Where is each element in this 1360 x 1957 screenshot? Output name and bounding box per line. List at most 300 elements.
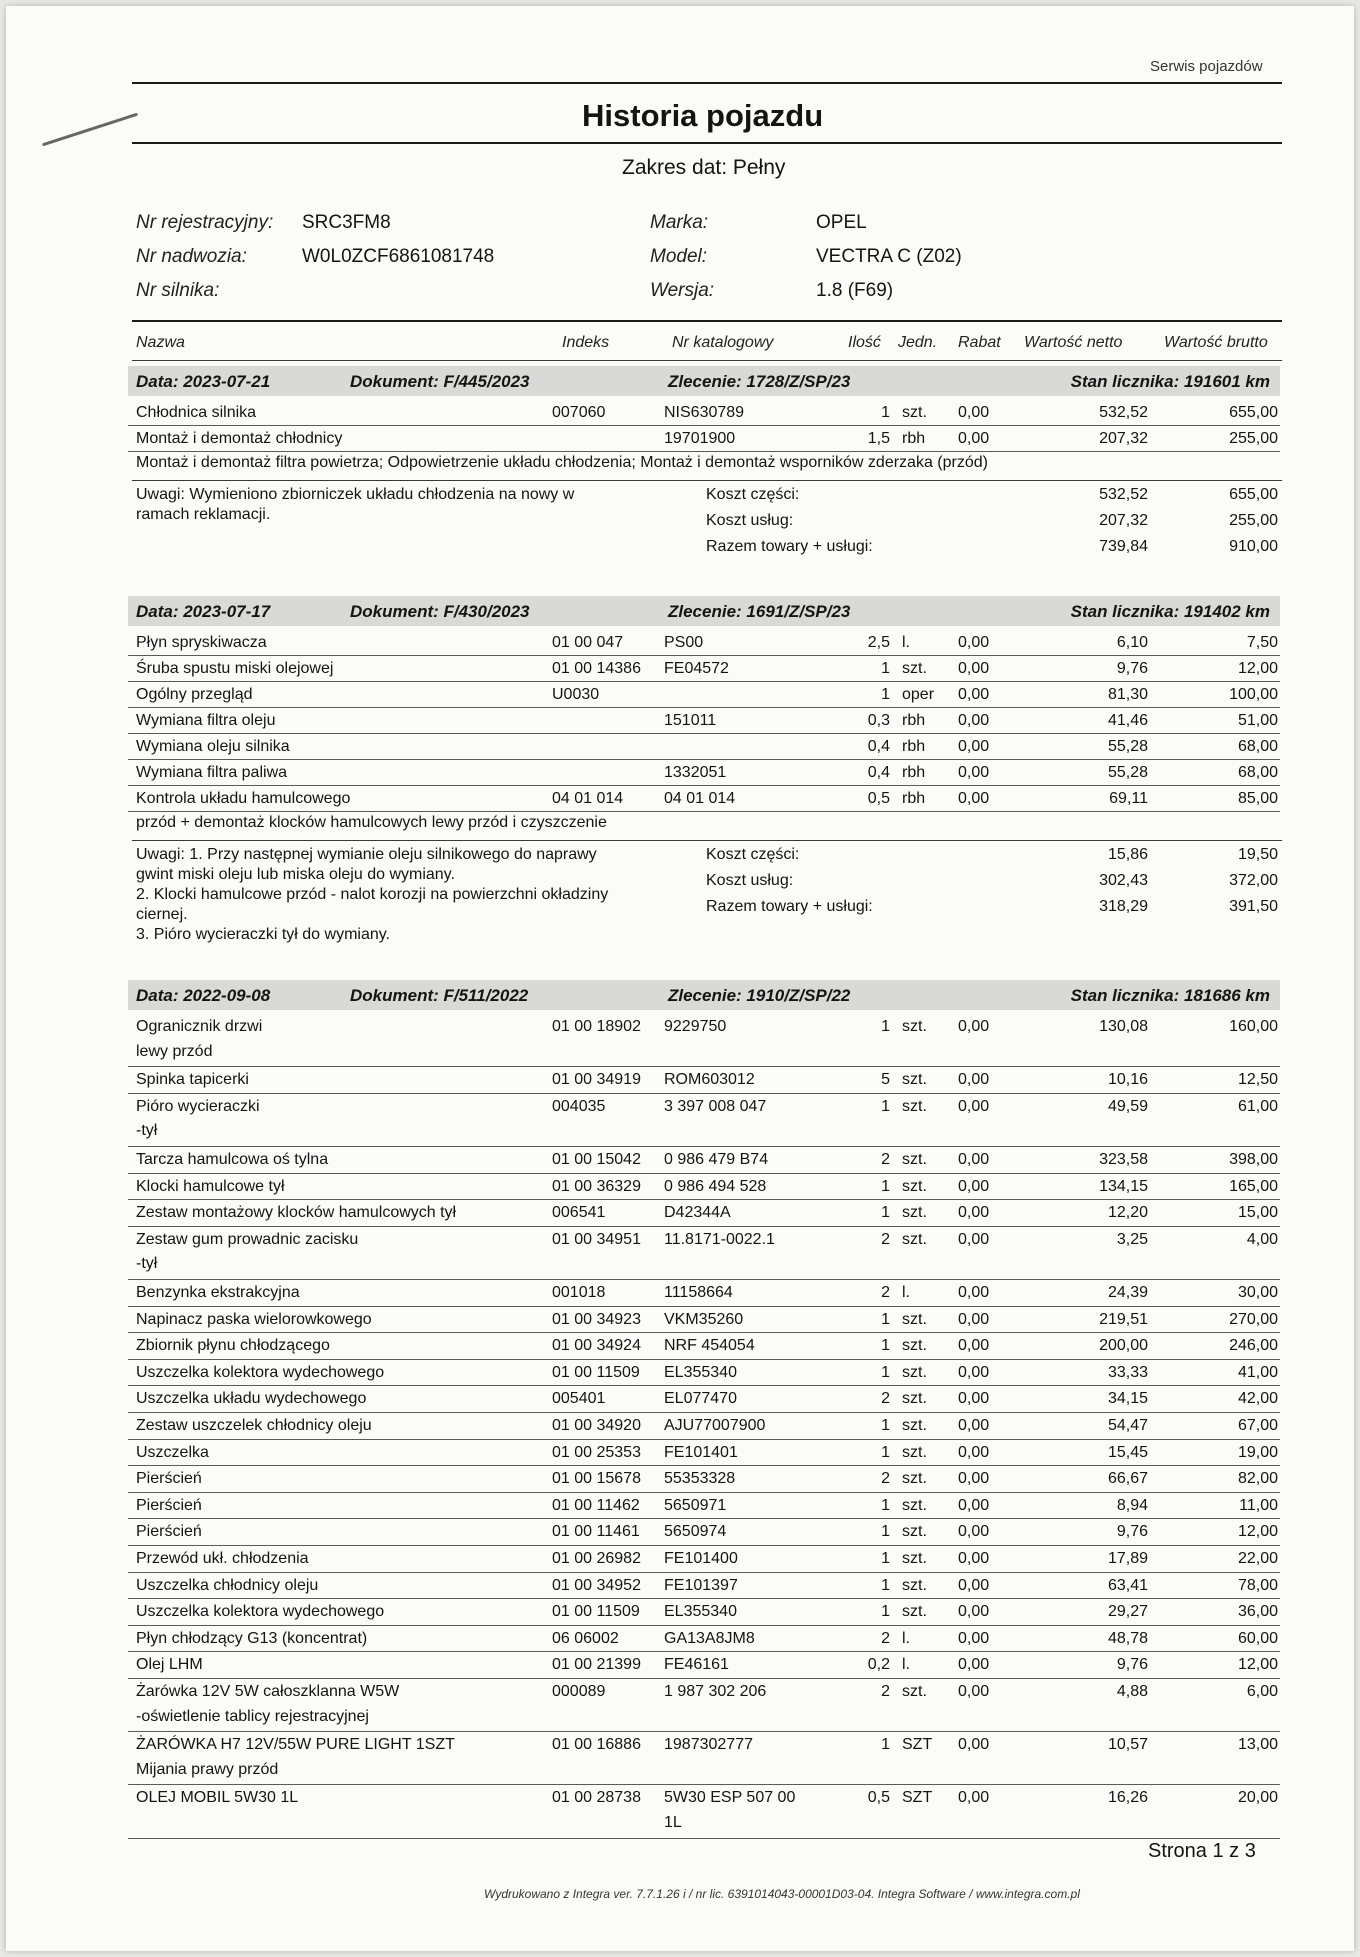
- parts-cost-label: Koszt części:: [706, 486, 800, 503]
- item-unit: szt.: [902, 1496, 927, 1514]
- item-net-value: 130,08: [1099, 1018, 1148, 1035]
- item-catalog: 5650974: [664, 1523, 727, 1541]
- item-net-value: 10,57: [1107, 1736, 1148, 1754]
- item-discount: 0,00: [958, 1629, 990, 1647]
- item-net-value: 12,20: [1107, 1204, 1148, 1222]
- item-name-continued: -tył: [136, 1122, 158, 1140]
- col-header-net: Wartość netto: [1024, 334, 1123, 351]
- item-index: 01 00 11462: [552, 1496, 640, 1514]
- item-discount: 0,00: [958, 1496, 990, 1514]
- item-name: Uszczelka kolektora wydechowego: [136, 1363, 385, 1381]
- total-cost-label: Razem towary + usługi:: [706, 538, 873, 555]
- divider: [132, 840, 1282, 841]
- extra-description: Montaż i demontaż filtra powietrza; Odpowietrzenie układu chłodzenia; Montaż i demontaż wsporników zderzaka (przód): [136, 454, 988, 471]
- item-name: Spinka tapicerki: [136, 1071, 249, 1089]
- item-name: Tarcza hamulcowa oś tylna: [136, 1151, 329, 1168]
- item-discount: 0,00: [958, 1576, 990, 1594]
- table-row: [128, 1067, 1280, 1094]
- header-top-right: Serwis pojazdów: [1150, 58, 1263, 75]
- item-gross-value: 12,00: [1237, 660, 1278, 677]
- item-net-value: 10,16: [1107, 1071, 1148, 1089]
- item-index: 01 00 34919: [552, 1071, 641, 1089]
- item-gross-value: 19,00: [1237, 1443, 1278, 1461]
- item-qty: 1,5: [867, 430, 890, 447]
- item-qty: 1: [881, 1550, 890, 1567]
- item-gross-value: 165,00: [1229, 1177, 1278, 1195]
- item-net-value: 24,39: [1107, 1284, 1148, 1301]
- item-name: Napinacz paska wielorowkowego: [136, 1310, 372, 1328]
- item-unit: szt.: [902, 1603, 927, 1621]
- section-document: Dokument: F/445/2023: [350, 372, 530, 391]
- section-order: Zlecenie: 1910/Z/SP/22: [668, 986, 851, 1005]
- item-qty: 1: [881, 1337, 890, 1355]
- item-net-value: 17,89: [1107, 1550, 1148, 1567]
- section-order: Zlecenie: 1728/Z/SP/23: [668, 372, 851, 391]
- item-gross-value: 30,00: [1237, 1284, 1278, 1301]
- item-catalog: 04 01 014: [664, 790, 736, 807]
- model-value: VECTRA C (Z02): [816, 246, 962, 267]
- item-catalog: 55353328: [664, 1470, 736, 1488]
- item-index: 01 00 16886: [552, 1736, 641, 1754]
- item-index: 01 00 28738: [552, 1789, 641, 1807]
- item-discount: 0,00: [958, 1550, 990, 1567]
- item-net-value: 66,67: [1107, 1470, 1148, 1488]
- item-qty: 1: [881, 404, 890, 421]
- item-discount: 0,00: [958, 1603, 990, 1621]
- item-name: Montaż i demontaż chłodnicy: [136, 430, 343, 447]
- section-odometer: Stan licznika: 191402 km: [1070, 602, 1270, 621]
- item-qty: 0,4: [867, 764, 890, 781]
- col-header-unit: Jedn.: [898, 334, 938, 351]
- item-qty: 1: [881, 660, 890, 677]
- parts-cost-gross: 655,00: [1229, 486, 1278, 503]
- item-name: Śruba spustu miski olejowej: [136, 660, 334, 677]
- total-cost-net: 739,84: [1099, 538, 1148, 555]
- item-discount: 0,00: [958, 1363, 990, 1381]
- divider: [132, 142, 1282, 144]
- item-name: Pierścień: [136, 1470, 202, 1488]
- item-discount: 0,00: [958, 1470, 990, 1488]
- item-catalog: FE04572: [664, 660, 729, 677]
- item-net-value: 532,52: [1099, 404, 1148, 421]
- item-catalog: GA13A8JM8: [664, 1629, 755, 1647]
- item-catalog: AJU77007900: [664, 1417, 766, 1434]
- item-net-value: 16,26: [1107, 1789, 1148, 1807]
- item-qty: 2: [881, 1683, 890, 1700]
- item-name: Wymiana filtra paliwa: [136, 764, 288, 781]
- item-unit: szt.: [902, 1550, 927, 1567]
- item-unit: szt.: [902, 1310, 927, 1328]
- remark-line: gwint miski oleju lub miska oleju do wymiany.: [136, 866, 455, 883]
- item-unit: szt.: [902, 1151, 927, 1168]
- item-qty: 1: [881, 686, 890, 703]
- item-catalog: ROM603012: [664, 1071, 755, 1089]
- table-row: [128, 760, 1280, 786]
- parts-cost-net: 532,52: [1099, 486, 1148, 503]
- item-gross-value: 22,00: [1237, 1550, 1278, 1567]
- item-catalog: PS00: [664, 634, 704, 651]
- table-row: [128, 1094, 1280, 1147]
- item-unit: rbh: [902, 790, 926, 807]
- item-name: Uszczelka: [136, 1443, 209, 1461]
- item-qty: 0,3: [867, 712, 890, 729]
- col-header-index: Indeks: [562, 334, 610, 351]
- item-gross-value: 82,00: [1237, 1470, 1278, 1488]
- item-discount: 0,00: [958, 1656, 990, 1674]
- item-net-value: 134,15: [1099, 1177, 1148, 1195]
- item-qty: 1: [881, 1204, 890, 1222]
- table-row: [128, 1599, 1280, 1626]
- item-net-value: 81,30: [1107, 686, 1148, 703]
- item-gross-value: 12,00: [1237, 1656, 1278, 1674]
- item-catalog: FE101401: [664, 1443, 738, 1461]
- section-date: Data: 2022-09-08: [136, 986, 271, 1005]
- model-label: Model:: [650, 246, 708, 267]
- section-header: [128, 980, 1280, 1010]
- item-unit: rbh: [902, 764, 926, 781]
- table-row: [128, 1413, 1280, 1440]
- table-row: [128, 1679, 1280, 1732]
- item-gross-value: 85,00: [1237, 790, 1278, 807]
- item-qty: 5: [881, 1071, 890, 1089]
- table-row: [128, 1732, 1280, 1785]
- page-number: Strona 1 z 3: [1148, 1840, 1256, 1862]
- item-unit: szt.: [902, 404, 927, 421]
- item-net-value: 55,28: [1107, 738, 1148, 755]
- item-catalog: 19701900: [664, 430, 736, 447]
- table-row: [128, 1573, 1280, 1600]
- item-qty: 2,5: [867, 634, 890, 651]
- item-index: 007060: [552, 404, 606, 421]
- item-catalog: 1 987 302 206: [664, 1683, 767, 1700]
- item-name-continued: -oświetlenie tablicy rejestracyjnej: [136, 1707, 369, 1725]
- item-unit: szt.: [902, 1018, 927, 1035]
- item-net-value: 219,51: [1099, 1310, 1148, 1328]
- item-unit: szt.: [902, 1576, 927, 1594]
- item-qty: 0,4: [867, 738, 890, 755]
- table-row: [128, 1227, 1280, 1280]
- parts-cost-net: 15,86: [1107, 846, 1148, 863]
- remark-line: Uwagi: 1. Przy następnej wymianie oleju silnikowego do naprawy: [136, 846, 597, 863]
- item-qty: 2: [881, 1390, 890, 1408]
- item-qty: 0,5: [867, 790, 890, 807]
- total-cost-label: Razem towary + usługi:: [706, 898, 873, 915]
- reg-value: SRC3FM8: [302, 212, 391, 233]
- item-net-value: 3,25: [1116, 1230, 1148, 1248]
- item-name: Benzynka ekstrakcyjna: [136, 1284, 300, 1301]
- item-name-continued: Mijania prawy przód: [136, 1760, 279, 1778]
- table-row: [128, 1360, 1280, 1387]
- item-gross-value: 398,00: [1229, 1151, 1278, 1168]
- table-row: [128, 1493, 1280, 1520]
- item-gross-value: 7,50: [1246, 634, 1278, 651]
- item-gross-value: 42,00: [1237, 1390, 1278, 1408]
- divider: [132, 360, 1282, 361]
- item-name: Płyn chłodzący G13 (koncentrat): [136, 1629, 368, 1647]
- item-name: Uszczelka chłodnicy oleju: [136, 1576, 319, 1594]
- item-discount: 0,00: [958, 738, 990, 755]
- item-qty: 0,2: [867, 1656, 890, 1674]
- item-catalog: EL355340: [664, 1363, 737, 1381]
- item-gross-value: 100,00: [1229, 686, 1278, 703]
- item-gross-value: 78,00: [1237, 1576, 1278, 1594]
- item-gross-value: 68,00: [1237, 764, 1278, 781]
- item-name: Chłodnica silnika: [136, 404, 257, 421]
- item-gross-value: 60,00: [1237, 1629, 1278, 1647]
- item-unit: szt.: [902, 1204, 927, 1222]
- table-row: [128, 1546, 1280, 1573]
- item-discount: 0,00: [958, 1337, 990, 1355]
- item-index: 01 00 34951: [552, 1230, 641, 1248]
- item-index: 01 00 11509: [552, 1603, 640, 1621]
- item-catalog: FE46161: [664, 1656, 729, 1674]
- item-qty: 1: [881, 1603, 890, 1621]
- table-row: [128, 734, 1280, 760]
- col-header-gross: Wartość brutto: [1164, 334, 1268, 351]
- item-net-value: 9,76: [1116, 660, 1148, 677]
- item-unit: szt.: [902, 1177, 927, 1195]
- item-net-value: 6,10: [1116, 634, 1148, 651]
- remark-line: 3. Pióro wycieraczki tył do wymiany.: [136, 926, 390, 943]
- table-row: [128, 1200, 1280, 1227]
- item-catalog: 11158664: [664, 1284, 733, 1301]
- item-index: 04 01 014: [552, 790, 624, 807]
- item-unit: szt.: [902, 1337, 927, 1355]
- item-name: Olej LHM: [136, 1656, 203, 1674]
- item-gross-value: 68,00: [1237, 738, 1278, 755]
- item-net-value: 54,47: [1107, 1417, 1148, 1434]
- item-net-value: 9,76: [1116, 1656, 1148, 1674]
- item-name: Uszczelka kolektora wydechowego: [136, 1603, 385, 1621]
- item-qty: 2: [881, 1151, 890, 1168]
- print-footer: Wydrukowano z Integra ver. 7.7.1.26 i / nr lic. 6391014043-00001D03-04. Integra Software / www.integra.com.pl: [484, 1887, 1080, 1901]
- make-value: OPEL: [816, 212, 867, 233]
- item-qty: 1: [881, 1097, 890, 1115]
- item-name: OLEJ MOBIL 5W30 1L: [136, 1789, 299, 1807]
- page-title: Historia pojazdu: [582, 98, 824, 133]
- table-row: [128, 708, 1280, 734]
- item-index: 01 00 15678: [552, 1470, 641, 1488]
- remark-line: ramach reklamacji.: [136, 506, 271, 523]
- item-name-continued: -tył: [136, 1255, 158, 1273]
- labour-cost-label: Koszt usług:: [706, 512, 794, 529]
- item-qty: 2: [881, 1284, 890, 1301]
- divider: [132, 320, 1282, 322]
- table-row: [128, 1333, 1280, 1360]
- engine-label: Nr silnika:: [136, 280, 220, 301]
- item-catalog: 1332051: [664, 764, 727, 781]
- item-index: 006541: [552, 1204, 606, 1222]
- item-qty: 2: [881, 1470, 890, 1488]
- labour-cost-net: 207,32: [1099, 512, 1148, 529]
- item-net-value: 9,76: [1116, 1523, 1148, 1541]
- divider: [132, 82, 1282, 84]
- table-row: [128, 1147, 1280, 1174]
- item-unit: l.: [902, 1629, 910, 1647]
- item-unit: szt.: [902, 1443, 927, 1461]
- item-discount: 0,00: [958, 1151, 990, 1168]
- item-unit: szt.: [902, 1363, 927, 1381]
- item-unit: SZT: [902, 1736, 933, 1754]
- section-order: Zlecenie: 1691/Z/SP/23: [668, 602, 851, 621]
- item-qty: 1: [881, 1363, 890, 1381]
- item-discount: 0,00: [958, 1284, 990, 1301]
- item-index: 01 00 34952: [552, 1576, 641, 1594]
- table-row: [128, 630, 1280, 656]
- item-discount: 0,00: [958, 1018, 990, 1035]
- item-gross-value: 6,00: [1246, 1683, 1278, 1700]
- item-gross-value: 160,00: [1229, 1018, 1278, 1035]
- item-net-value: 4,88: [1116, 1683, 1148, 1700]
- item-discount: 0,00: [958, 1230, 990, 1248]
- item-gross-value: 12,00: [1237, 1523, 1278, 1541]
- item-discount: 0,00: [958, 404, 990, 421]
- item-catalog: EL355340: [664, 1603, 737, 1621]
- item-gross-value: 36,00: [1237, 1603, 1278, 1621]
- item-index: 01 00 047: [552, 634, 624, 651]
- item-discount: 0,00: [958, 1097, 990, 1115]
- section-odometer: Stan licznika: 191601 km: [1070, 372, 1270, 391]
- item-qty: 1: [881, 1736, 890, 1754]
- table-row: [128, 1440, 1280, 1467]
- item-unit: l.: [902, 634, 910, 651]
- item-index: 01 00 25353: [552, 1443, 641, 1461]
- section-date: Data: 2023-07-21: [136, 372, 271, 391]
- item-catalog: NIS630789: [664, 404, 745, 421]
- table-row: [128, 1014, 1280, 1067]
- table-row: [128, 1466, 1280, 1493]
- item-catalog: 151011: [664, 712, 717, 729]
- item-discount: 0,00: [958, 712, 990, 729]
- item-discount: 0,00: [958, 764, 990, 781]
- item-discount: 0,00: [958, 1789, 990, 1807]
- item-gross-value: 12,50: [1237, 1071, 1278, 1089]
- item-qty: 0,5: [867, 1789, 890, 1807]
- item-gross-value: 67,00: [1237, 1417, 1278, 1434]
- item-discount: 0,00: [958, 430, 990, 447]
- item-catalog: 0 986 494 528: [664, 1177, 767, 1195]
- item-net-value: 48,78: [1107, 1629, 1148, 1647]
- item-unit: szt.: [902, 1417, 927, 1434]
- table-row: [128, 786, 1280, 812]
- total-cost-net: 318,29: [1099, 898, 1148, 915]
- item-qty: 1: [881, 1018, 890, 1035]
- item-unit: szt.: [902, 1470, 927, 1488]
- item-index: U0030: [552, 686, 600, 703]
- item-unit: szt.: [902, 1683, 927, 1700]
- item-net-value: 323,58: [1099, 1151, 1148, 1168]
- item-gross-value: 246,00: [1229, 1337, 1278, 1355]
- table-row: [128, 1386, 1280, 1413]
- item-unit: rbh: [902, 430, 926, 447]
- item-name: Zestaw gum prowadnic zacisku: [136, 1230, 359, 1248]
- item-gross-value: 13,00: [1237, 1736, 1278, 1754]
- item-name: Ogranicznik drzwi: [136, 1018, 263, 1035]
- item-name: Zbiornik płynu chłodzącego: [136, 1337, 330, 1355]
- version-value: 1.8 (F69): [816, 280, 894, 301]
- item-discount: 0,00: [958, 1736, 990, 1754]
- item-unit: szt.: [902, 1230, 927, 1248]
- item-net-value: 63,41: [1107, 1576, 1148, 1594]
- item-name: ŻARÓWKA H7 12V/55W PURE LIGHT 1SZT: [136, 1736, 455, 1754]
- item-index: 01 00 21399: [552, 1656, 641, 1674]
- table-row: [128, 426, 1280, 452]
- item-catalog: 3 397 008 047: [664, 1097, 767, 1115]
- item-gross-value: 270,00: [1229, 1310, 1278, 1328]
- item-index: 06 06002: [552, 1629, 619, 1647]
- item-net-value: 41,46: [1107, 712, 1148, 729]
- item-discount: 0,00: [958, 1390, 990, 1408]
- item-name: Pióro wycieraczki: [136, 1097, 260, 1115]
- item-qty: 1: [881, 1417, 890, 1434]
- item-catalog: D42344A: [664, 1204, 731, 1222]
- item-unit: l.: [902, 1656, 910, 1674]
- item-qty: 1: [881, 1310, 890, 1328]
- item-catalog: FE101397: [664, 1576, 738, 1594]
- labour-cost-gross: 255,00: [1229, 512, 1278, 529]
- item-net-value: 69,11: [1109, 790, 1148, 807]
- table-row: [128, 1307, 1280, 1334]
- item-catalog: 9229750: [664, 1018, 727, 1035]
- item-unit: szt.: [902, 1390, 927, 1408]
- col-header-name: Nazwa: [136, 334, 185, 351]
- item-catalog: 5650971: [664, 1496, 727, 1514]
- item-qty: 1: [881, 1496, 890, 1514]
- parts-cost-label: Koszt części:: [706, 846, 800, 863]
- section-date: Data: 2023-07-17: [136, 602, 271, 621]
- labour-cost-label: Koszt usług:: [706, 872, 794, 889]
- item-gross-value: 41,00: [1237, 1363, 1278, 1381]
- item-qty: 2: [881, 1629, 890, 1647]
- labour-cost-gross: 372,00: [1229, 872, 1278, 889]
- item-name: Płyn spryskiwacza: [136, 634, 267, 651]
- item-index: 01 00 18902: [552, 1018, 641, 1035]
- item-catalog: FE101400: [664, 1550, 738, 1567]
- section-odometer: Stan licznika: 181686 km: [1070, 986, 1270, 1005]
- item-net-value: 29,27: [1107, 1603, 1148, 1621]
- item-index: 01 00 34924: [552, 1337, 641, 1355]
- item-index: 01 00 36329: [552, 1177, 641, 1195]
- table-row: [128, 682, 1280, 708]
- total-cost-gross: 910,00: [1229, 538, 1278, 555]
- item-index: 001018: [552, 1284, 606, 1301]
- item-qty: 1: [881, 1177, 890, 1195]
- item-discount: 0,00: [958, 1310, 990, 1328]
- item-net-value: 200,00: [1099, 1337, 1148, 1355]
- item-qty: 1: [881, 1576, 890, 1594]
- item-catalog: 1987302777: [664, 1736, 753, 1754]
- item-net-value: 207,32: [1099, 430, 1148, 447]
- item-gross-value: 255,00: [1229, 430, 1278, 447]
- item-gross-value: 61,00: [1237, 1097, 1278, 1115]
- item-catalog: 11.8171-0022.1: [664, 1230, 775, 1248]
- divider: [132, 480, 1282, 481]
- item-discount: 0,00: [958, 1177, 990, 1195]
- item-index: 01 00 14386: [552, 660, 641, 677]
- item-net-value: 55,28: [1107, 764, 1148, 781]
- item-gross-value: 11,00: [1239, 1496, 1278, 1514]
- item-index: 01 00 15042: [552, 1151, 641, 1168]
- section-header: [128, 366, 1280, 396]
- table-row: [128, 1652, 1280, 1679]
- item-catalog: NRF 454054: [664, 1337, 755, 1355]
- item-index: 01 00 26982: [552, 1550, 641, 1567]
- vin-label: Nr nadwozia:: [136, 246, 247, 267]
- total-cost-gross: 391,50: [1229, 898, 1278, 915]
- item-name: Zestaw montażowy klocków hamulcowych tył: [136, 1204, 457, 1222]
- item-index: 000089: [552, 1683, 606, 1700]
- item-unit: rbh: [902, 712, 926, 729]
